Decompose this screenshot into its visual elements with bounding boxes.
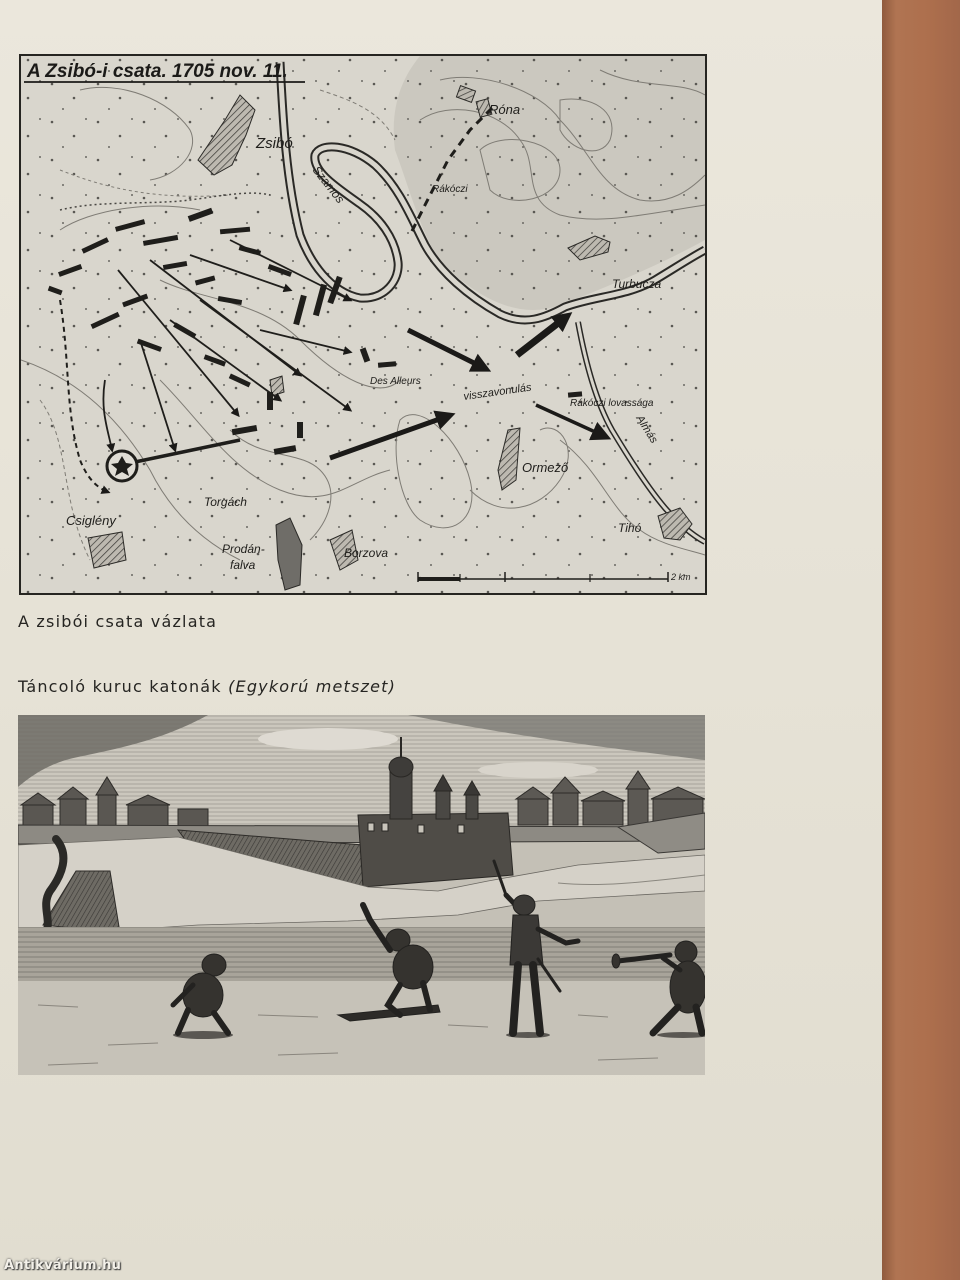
battle-map	[19, 54, 707, 595]
label-rakoczi-lovassaga: Rákóczi lovassága	[570, 398, 654, 409]
scale-label: 2 km	[671, 572, 691, 582]
label-tiho: Tihó	[618, 521, 642, 535]
watermark: Antikvárium.hu	[4, 1258, 122, 1273]
label-prodanfalva-line1: Prodán-	[222, 542, 265, 556]
label-ormezo: Ormező	[522, 460, 569, 475]
label-des-alleurs: Des Alleurs	[370, 376, 421, 387]
light-cloud-2	[478, 762, 598, 778]
book-cover-edge	[882, 0, 960, 1280]
label-rona: Róna	[489, 102, 521, 117]
terrain-dots	[21, 56, 705, 593]
battle-map-drawing	[21, 56, 705, 593]
middle-ground	[18, 927, 705, 983]
engraving-caption-title: Táncoló kuruc katonák	[18, 677, 222, 696]
label-torgach: Torgách	[204, 495, 247, 509]
label-prodanfalva-line2: falva	[230, 558, 256, 572]
label-turbucza: Turbucza	[612, 277, 662, 291]
light-cloud	[258, 728, 398, 750]
label-rakoczi: Rákóczi	[432, 184, 468, 195]
label-borzova: Borzova	[344, 546, 389, 560]
label-almas: Almás	[633, 413, 660, 446]
engraving-illustration	[18, 715, 705, 1075]
map-title: A Zsibó-i csata. 1705 nov. 11.	[27, 61, 288, 82]
label-zsibo: Zsibó	[256, 135, 293, 152]
label-csigleny: Csiglény	[66, 513, 116, 528]
engraving-drawing	[18, 715, 705, 1075]
label-szamos: Szamos	[309, 163, 348, 207]
engraving-caption	[18, 677, 396, 696]
engraving-caption-note: (Egykorú metszet)	[228, 677, 397, 696]
map-caption: A zsibói csata vázlata	[18, 612, 218, 631]
label-visszavonulas: visszavonulás	[462, 381, 533, 403]
fort-icon	[107, 451, 137, 481]
foreground	[18, 981, 705, 1075]
